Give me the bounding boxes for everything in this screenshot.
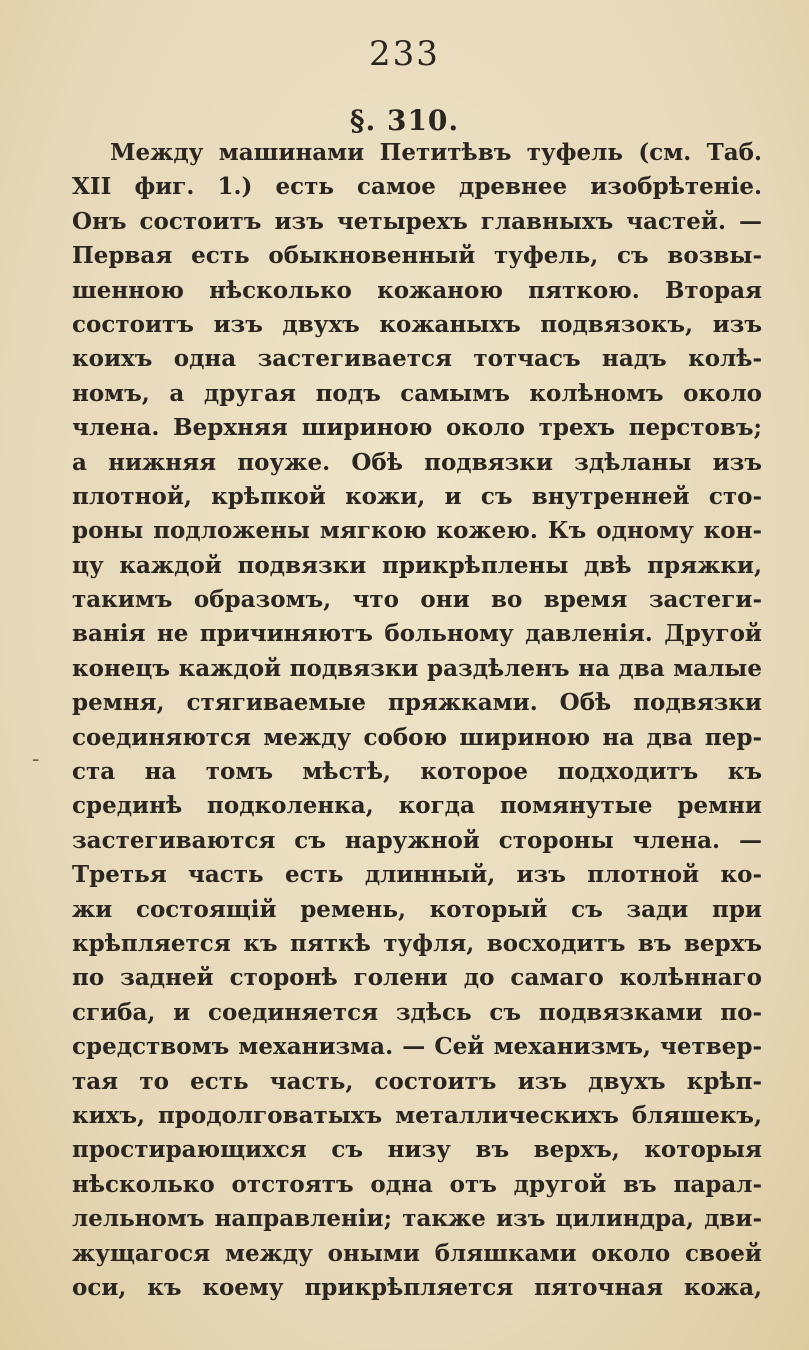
text-line: лельномъ направленіи; также изъ цилиндра, дви- (72, 1205, 762, 1233)
text-line: коихъ одна застегивается тотчасъ надъ колѣ- (72, 345, 762, 373)
text-line: нѣсколько отстоятъ одна отъ другой въ парал- (72, 1170, 762, 1198)
text-line: Третья часть есть длинный, изъ плотной ко- (72, 861, 762, 889)
section-heading: §. 310. (349, 104, 460, 137)
text-line: кихъ, продолговатыхъ металлическихъ бляшекъ, (72, 1101, 762, 1129)
text-line: тая то есть часть, состоитъ изъ двухъ крѣп- (72, 1067, 762, 1095)
text-line: простирающихся съ низу въ верхъ, которыя (72, 1136, 762, 1164)
text-line: сгиба, и соединяется здѣсь съ подвязками по- (72, 998, 762, 1026)
margin-mark: - (32, 747, 40, 772)
text-line: срединѣ подколенка, когда помянутые ремни (72, 792, 762, 820)
text-line: члена. Верхняя шириною около трехъ перстовъ; (72, 414, 762, 442)
text-line: оси, къ коему прикрѣпляется пяточная кожа, (72, 1273, 762, 1301)
text-line: ста на томъ мѣстѣ, которое подходитъ къ (72, 758, 762, 786)
text-line: роны подложены мягкою кожею. Къ одному кон- (72, 517, 762, 545)
text-line: по задней сторонѣ голени до самаго колѣннаго (72, 964, 762, 992)
text-line: средствомъ механизма. — Сей механизмъ, четвер- (72, 1033, 762, 1061)
text-line: Онъ состоитъ изъ четырехъ главныхъ частей. — (72, 207, 762, 235)
text-line: ванія не причиняютъ больному давленія. Другой (72, 620, 762, 648)
text-line: XII фиг. 1.) есть самое древнее изобрѣтеніе. (72, 173, 762, 201)
text-line: шенною нѣсколько кожаною пяткою. Вторая (72, 276, 762, 304)
text-line: конецъ каждой подвязки раздѣленъ на два малые (72, 654, 762, 682)
text-line: соединяются между собою шириною на два пер- (72, 723, 762, 751)
text-line: а нижняя поуже. Обѣ подвязки здѣланы изъ (72, 448, 762, 476)
text-line: ремня, стягиваемые пряжками. Обѣ подвязки (72, 689, 762, 717)
text-line: жущагося между оными бляшками около своей (72, 1239, 762, 1267)
body-text (72, 136, 762, 1305)
page-number: 233 (369, 34, 440, 74)
text-line: крѣпляется къ пяткѣ туфля, восходитъ въ верхъ (72, 929, 762, 957)
text-line: состоитъ изъ двухъ кожаныхъ подвязокъ, изъ (72, 310, 762, 338)
text-line: такимъ образомъ, что они во время застеги- (72, 586, 762, 614)
text-line: номъ, а другая подъ самымъ колѣномъ около (72, 379, 762, 407)
text-line: застегиваются съ наружной стороны члена. — (72, 826, 762, 854)
text-line: Первая есть обыкновенный туфель, съ возвы- (72, 242, 762, 270)
text-line: плотной, крѣпкой кожи, и съ внутренней сто- (72, 482, 762, 510)
text-line: цу каждой подвязки прикрѣплены двѣ пряжки, (72, 551, 762, 579)
text-line: Между машинами Петитѣвъ туфель (см. Таб. (110, 139, 762, 166)
text-line: жи состоящій ремень, который съ зади при (72, 895, 762, 923)
